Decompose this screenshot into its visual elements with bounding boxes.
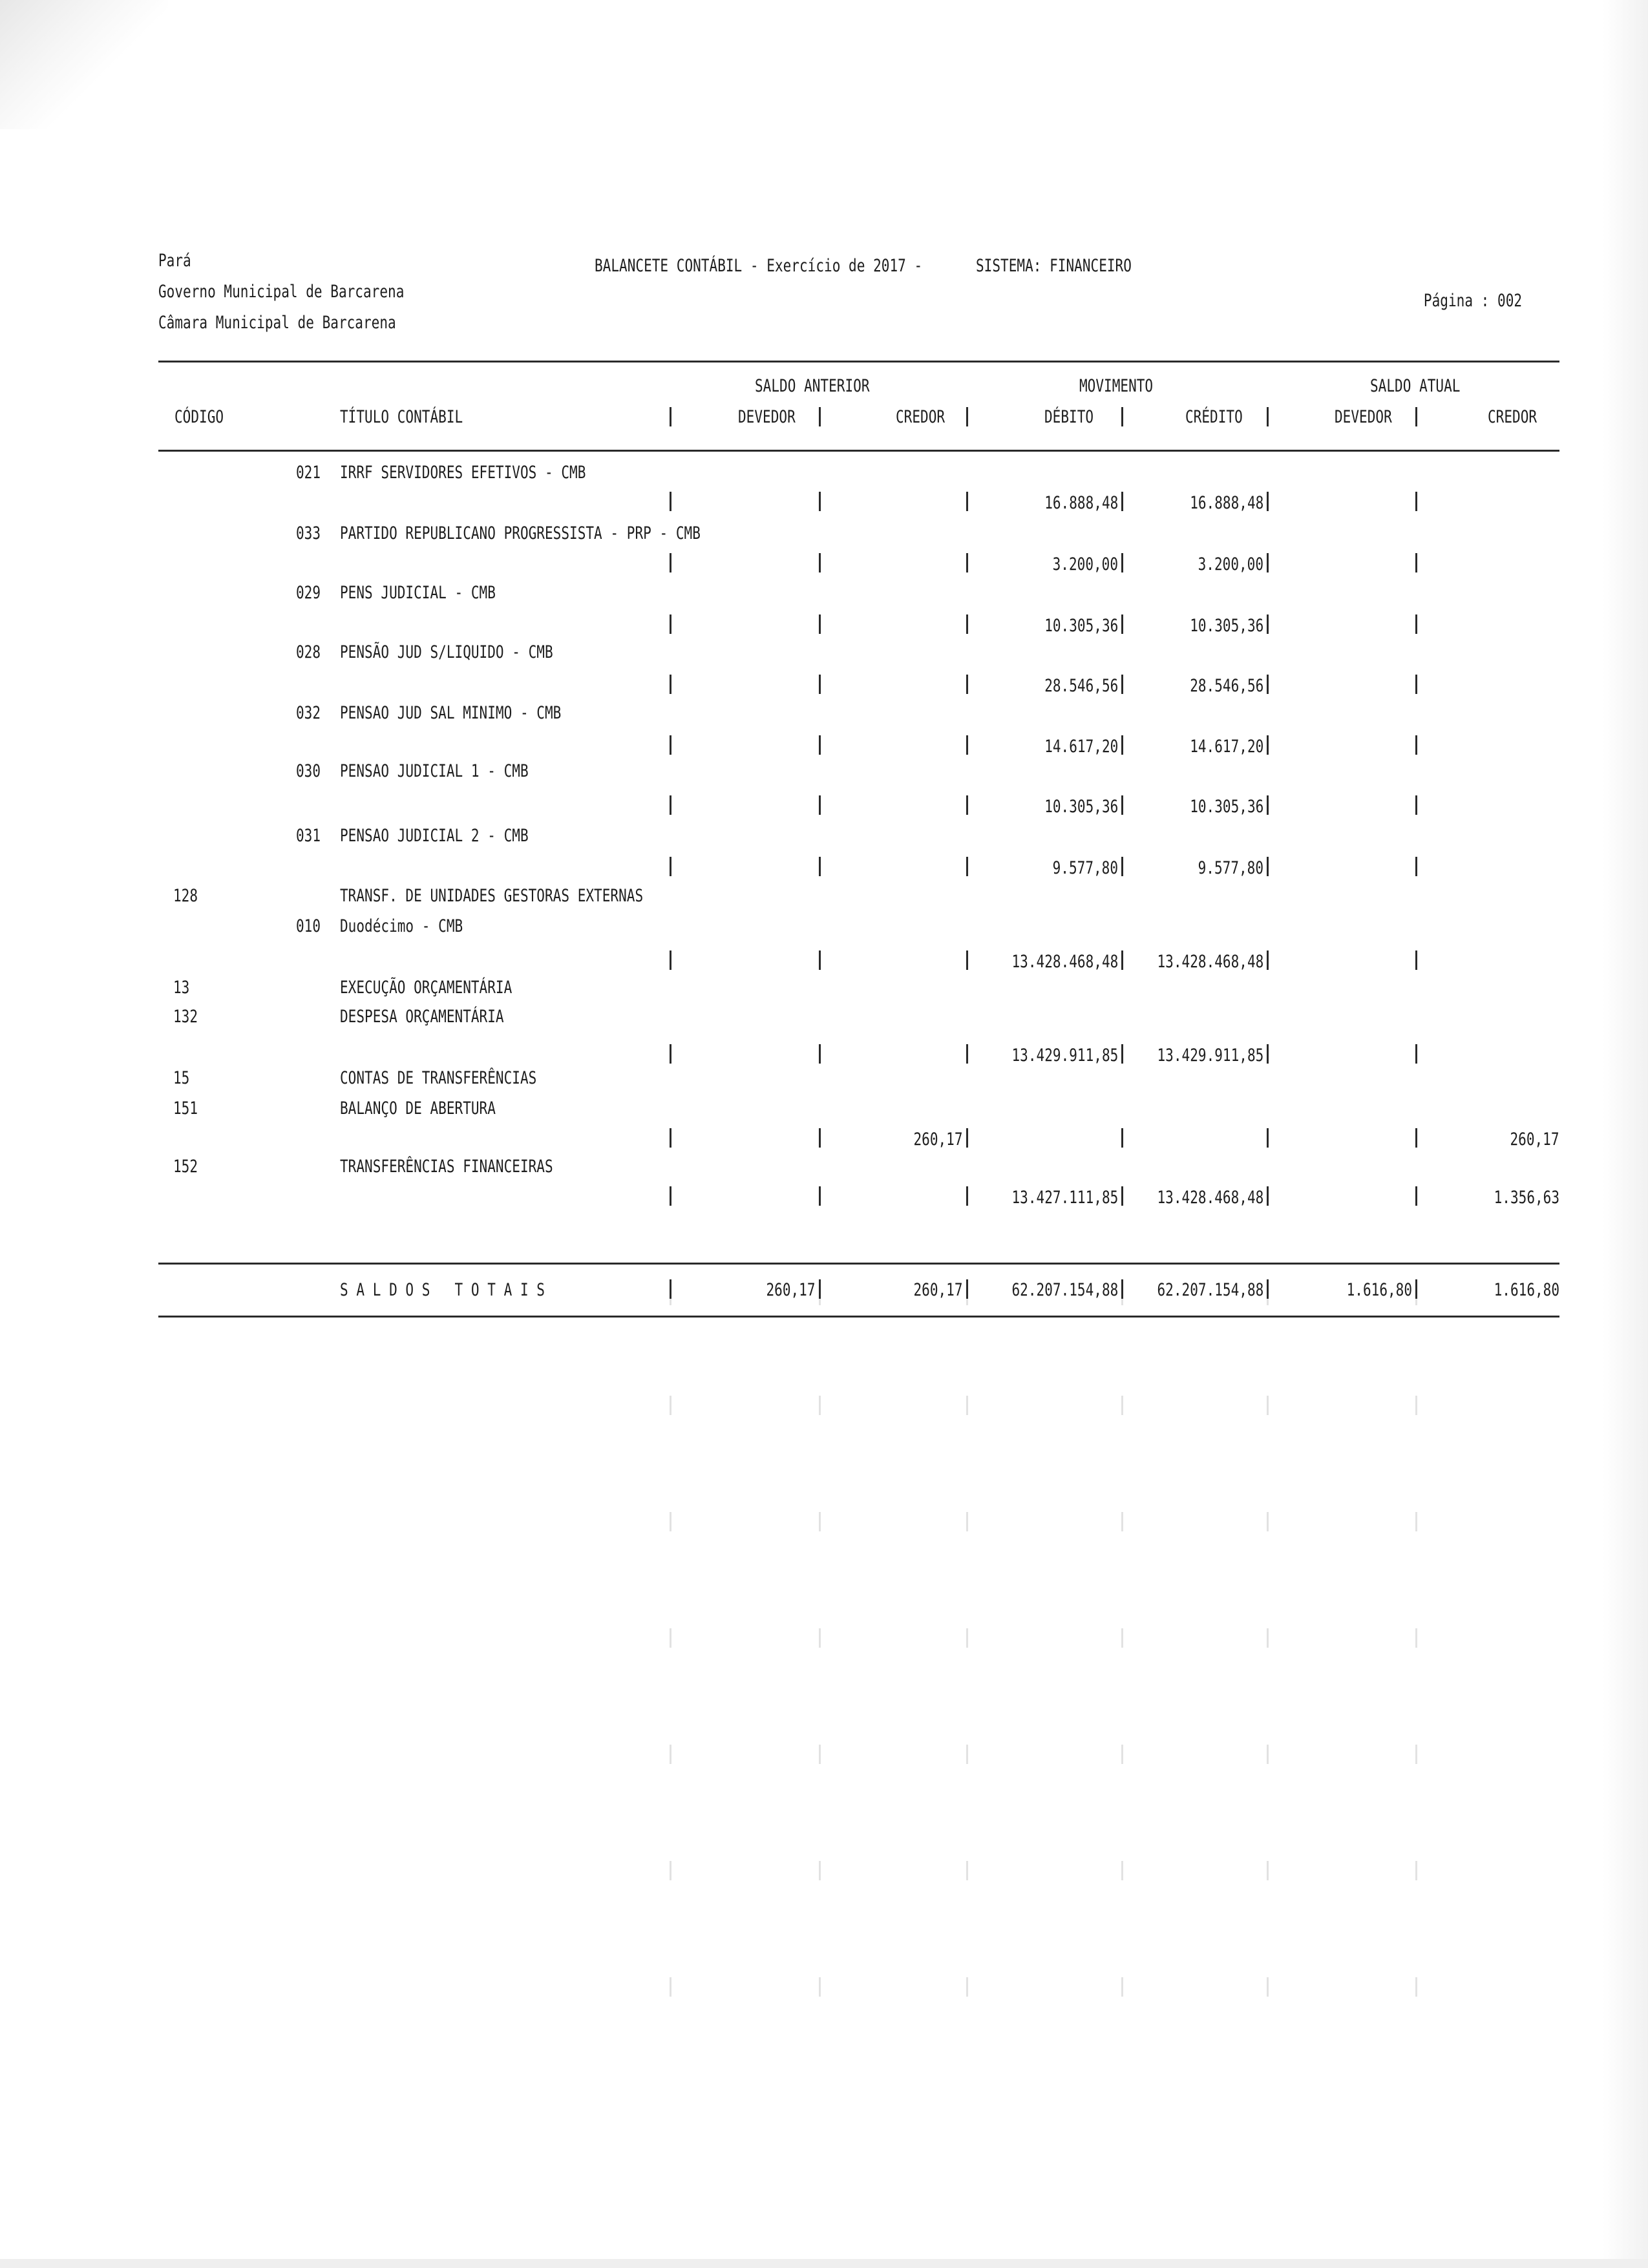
- col-divider: [1267, 950, 1269, 970]
- col-saldo-atual: SALDO ATUAL: [1370, 376, 1461, 396]
- header-government: Governo Municipal de Barcarena: [158, 282, 405, 302]
- row-title: Duodécimo - CMB: [340, 916, 463, 936]
- report-title: BALANCETE CONTÁBIL - Exercício de 2017 -: [595, 256, 923, 276]
- col-divider: [1121, 1044, 1123, 1064]
- col-divider: [1267, 1186, 1269, 1206]
- col-divider: [1267, 735, 1269, 755]
- col-divider: [1415, 492, 1417, 511]
- row-code: 151: [173, 1098, 198, 1118]
- col-divider: [670, 675, 671, 694]
- col-divider: [1415, 950, 1417, 970]
- col-divider: [1415, 1186, 1417, 1206]
- row-value-debito: 28.546,56: [1044, 676, 1118, 696]
- col-divider: [819, 1186, 821, 1206]
- totals-ant-devedor: 260,17: [766, 1280, 816, 1300]
- row-title: EXECUÇÃO ORÇAMENTÁRIA: [340, 978, 512, 998]
- row-value-credito: 13.429.911,85: [1157, 1045, 1263, 1066]
- row-subcode: 033: [296, 523, 321, 543]
- row-subcode: 029: [296, 583, 321, 603]
- col-divider: [1415, 857, 1417, 876]
- row-title: PENSAO JUDICIAL 1 - CMB: [340, 761, 529, 781]
- scan-corner-shadow: [0, 0, 168, 129]
- col-divider: [819, 553, 821, 572]
- col-divider: [819, 407, 821, 426]
- header-state: Pará: [158, 251, 191, 271]
- col-divider: [1415, 553, 1417, 572]
- col-divider: [966, 795, 968, 815]
- col-divider: [1415, 407, 1417, 426]
- row-code: 15: [173, 1068, 190, 1088]
- col-divider: [670, 1186, 671, 1206]
- totals-atu-devedor: 1.616,80: [1346, 1280, 1412, 1300]
- row-subcode: 031: [296, 826, 321, 846]
- col-divider: [966, 950, 968, 970]
- col-divider: [670, 553, 671, 572]
- col-divider: [1415, 675, 1417, 694]
- row-value-credito: 13.428.468,48: [1157, 952, 1263, 972]
- col-divider: [1267, 407, 1269, 426]
- row-value-credito: 9.577,80: [1198, 858, 1263, 878]
- col-codigo: CÓDIGO: [174, 407, 224, 427]
- col-divider: [1267, 1044, 1269, 1064]
- col-divider: [1267, 553, 1269, 572]
- col-divider: [966, 1128, 968, 1148]
- col-divider: [1415, 1279, 1417, 1299]
- col-divider: [670, 1128, 671, 1148]
- row-value-atu-cred: 1.356,63: [1494, 1188, 1559, 1208]
- col-divider: [819, 857, 821, 876]
- row-value-debito: 10.305,36: [1044, 616, 1118, 636]
- row-value-credito: 28.546,56: [1189, 676, 1263, 696]
- row-title: CONTAS DE TRANSFERÊNCIAS: [340, 1068, 537, 1088]
- col-divider: [966, 735, 968, 755]
- col-atu-devedor: DEVEDOR: [1335, 407, 1392, 427]
- row-value-debito: 16.888,48: [1044, 493, 1118, 513]
- col-divider: [1267, 795, 1269, 815]
- col-divider: [1121, 795, 1123, 815]
- col-divider: [966, 1044, 968, 1064]
- col-divider: [819, 1044, 821, 1064]
- row-title: PARTIDO REPUBLICANO PROGRESSISTA - PRP - CMB: [340, 523, 701, 543]
- row-title: TRANSFERÊNCIAS FINANCEIRAS: [340, 1157, 553, 1177]
- col-debito: DÉBITO: [1044, 407, 1094, 427]
- col-divider: [819, 614, 821, 634]
- col-divider: [966, 1186, 968, 1206]
- col-divider: [966, 553, 968, 572]
- col-saldo-anterior: SALDO ANTERIOR: [755, 376, 870, 396]
- col-divider: [670, 795, 671, 815]
- header-rule: [158, 361, 1559, 362]
- col-divider: [1121, 1128, 1123, 1148]
- row-title: TRANSF. DE UNIDADES GESTORAS EXTERNAS: [340, 886, 644, 906]
- col-divider: [670, 492, 671, 511]
- col-divider: [670, 950, 671, 970]
- col-atu-credor: CREDOR: [1488, 407, 1537, 427]
- row-title: PENSÃO JUD S/LIQUIDO - CMB: [340, 642, 553, 662]
- totals-debito: 62.207.154,88: [1011, 1280, 1118, 1300]
- row-value-credito: 10.305,36: [1189, 797, 1263, 817]
- header-chamber: Câmara Municipal de Barcarena: [158, 313, 396, 333]
- col-divider: [1267, 492, 1269, 511]
- row-value-debito: 14.617,20: [1044, 737, 1118, 757]
- col-divider: [819, 675, 821, 694]
- col-divider: [1415, 795, 1417, 815]
- col-divider: [1267, 1128, 1269, 1148]
- col-divider: [1121, 1279, 1123, 1299]
- col-divider: [966, 675, 968, 694]
- col-divider: [1415, 614, 1417, 634]
- col-divider: [670, 614, 671, 634]
- row-value-credito: 14.617,20: [1189, 737, 1263, 757]
- row-value-atu-cred: 260,17: [1510, 1129, 1559, 1150]
- col-divider: [1121, 1186, 1123, 1206]
- col-divider: [819, 795, 821, 815]
- col-divider: [1121, 857, 1123, 876]
- row-value-debito: 13.428.468,48: [1011, 952, 1118, 972]
- row-value-credito: 13.428.468,48: [1157, 1188, 1263, 1208]
- col-divider: [966, 857, 968, 876]
- col-divider: [1121, 675, 1123, 694]
- row-subcode: 021: [296, 463, 321, 483]
- row-value-debito: 9.577,80: [1052, 858, 1118, 878]
- row-value-debito: 3.200,00: [1052, 554, 1118, 574]
- row-subcode: 030: [296, 761, 321, 781]
- scan-edge-shadow: [1603, 0, 1648, 2268]
- col-divider: [670, 1044, 671, 1064]
- col-divider: [1121, 735, 1123, 755]
- totals-credito: 62.207.154,88: [1157, 1280, 1263, 1300]
- columns-rule: [158, 450, 1559, 452]
- totals-rule-top: [158, 1263, 1559, 1265]
- row-value-credito: 3.200,00: [1198, 554, 1263, 574]
- row-subcode: 032: [296, 703, 321, 723]
- col-divider: [819, 1128, 821, 1148]
- col-divider: [966, 614, 968, 634]
- row-title: BALANÇO DE ABERTURA: [340, 1098, 496, 1118]
- page-number: Página : 002: [1423, 291, 1522, 311]
- col-divider: [1415, 1044, 1417, 1064]
- row-title: PENSAO JUDICIAL 2 - CMB: [340, 826, 529, 846]
- col-divider: [1415, 735, 1417, 755]
- row-title: IRRF SERVIDORES EFETIVOS - CMB: [340, 463, 586, 483]
- report-system: SISTEMA: FINANCEIRO: [976, 256, 1132, 276]
- col-divider: [1267, 1279, 1269, 1299]
- row-subcode: 010: [296, 916, 321, 936]
- col-divider: [966, 1279, 968, 1299]
- col-divider: [1267, 614, 1269, 634]
- col-divider: [1121, 614, 1123, 634]
- row-code: 128: [173, 886, 198, 906]
- scan-bottom-edge: [0, 2259, 1648, 2268]
- col-movimento: MOVIMENTO: [1079, 376, 1154, 396]
- totals-label: S A L D O S T O T A I S: [340, 1280, 545, 1300]
- totals-rule-bottom: [158, 1316, 1559, 1318]
- col-divider: [819, 735, 821, 755]
- col-divider: [1267, 857, 1269, 876]
- col-credito: CRÉDITO: [1185, 407, 1243, 427]
- col-divider: [1121, 407, 1123, 426]
- col-ant-credor: CREDOR: [896, 407, 945, 427]
- col-divider: [670, 1279, 671, 1299]
- row-subcode: 028: [296, 642, 321, 662]
- col-divider: [670, 857, 671, 876]
- col-titulo: TÍTULO CONTÁBIL: [340, 407, 463, 427]
- row-value-debito: 13.429.911,85: [1011, 1045, 1118, 1066]
- col-divider: [1267, 675, 1269, 694]
- row-value-credito: 10.305,36: [1189, 616, 1263, 636]
- row-code: 13: [173, 978, 190, 998]
- row-code: 132: [173, 1007, 198, 1027]
- totals-atu-credor: 1.616,80: [1494, 1280, 1559, 1300]
- row-value-debito: 10.305,36: [1044, 797, 1118, 817]
- col-divider: [819, 492, 821, 511]
- totals-ant-credor: 260,17: [913, 1280, 963, 1300]
- row-value-debito: 13.427.111,85: [1011, 1188, 1118, 1208]
- row-title: PENS JUDICIAL - CMB: [340, 583, 496, 603]
- col-divider: [1121, 553, 1123, 572]
- col-divider: [1121, 950, 1123, 970]
- row-title: DESPESA ORÇAMENTÁRIA: [340, 1007, 504, 1027]
- col-divider: [670, 735, 671, 755]
- col-divider: [819, 1279, 821, 1299]
- col-divider: [966, 407, 968, 426]
- row-title: PENSAO JUD SAL MINIMO - CMB: [340, 703, 562, 723]
- col-divider: [1121, 492, 1123, 511]
- row-value-credito: 16.888,48: [1189, 493, 1263, 513]
- col-ant-devedor: DEVEDOR: [738, 407, 796, 427]
- col-divider: [966, 492, 968, 511]
- col-divider: [819, 950, 821, 970]
- row-code: 152: [173, 1157, 198, 1177]
- col-divider: [670, 407, 671, 426]
- col-divider: [1415, 1128, 1417, 1148]
- row-value-ant-cred: 260,17: [913, 1129, 963, 1150]
